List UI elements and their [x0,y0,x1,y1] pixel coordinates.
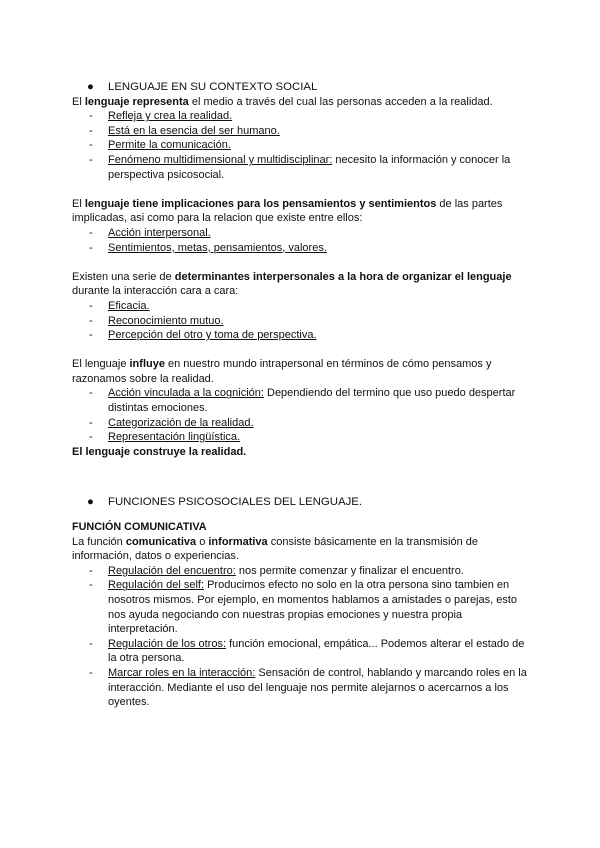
list-item: - Sentimientos, metas, pensamientos, valores. [72,241,532,256]
list-item: - Acción interpersonal. [72,226,532,241]
list-item: - Refleja y crea la realidad. [72,109,532,124]
list-item: - Eficacia. [72,299,532,314]
bullet-icon: ● [87,496,94,509]
list-funcion-comunicativa [72,564,532,710]
list-item: - Permite la comunicación. [72,138,532,153]
section-heading-funciones-psicosociales: ● FUNCIONES PSICOSOCIALES DEL LENGUAJE. [87,496,363,509]
list-item: - Acción vinculada a la cognición: Dependiendo del termino que uso puedo despertar distintas emociones. [72,386,532,415]
list-item: - Representación lingüística. [72,430,532,445]
section-heading-lenguaje-contexto-social: ● LENGUAJE EN SU CONTEXTO SOCIAL [87,81,318,93]
document-page [72,80,532,710]
list-item: - Marcar roles en la interacción: Sensación de control, hablando y marcando roles en la interacción. Mediante el uso del lenguaje nos permite alejarnos o acercarnos a los oyentes. [72,666,532,710]
bullet-icon: ● [87,81,94,93]
list-implicaciones [72,226,532,255]
list-lenguaje-representa [72,109,532,182]
list-item: - Fenómeno multidimensional y multidisciplinar: necesito la información y conocer la perspectiva psicosocial. [72,153,532,182]
paragraph-funcion-comunicativa: La función comunicativa o informativa consiste básicamente en la transmisión de información, datos o experiencias. [72,535,479,563]
list-item: - Regulación del self: Producimos efecto no solo en la otra persona sino tambien en nosotros mismos. Por ejemplo, en momentos hablamos a amistades o parejas, esto nos ayuda negociando con nuestras propias emociones y nuestra propia interpretación. [72,578,532,636]
list-item: - Percepción del otro y toma de perspectiva. [72,328,532,343]
list-determinantes [72,299,532,343]
list-item: - Regulación del encuentro: nos permite comenzar y finalizar el encuentro. [72,564,532,579]
list-item: - Categorización de la realidad. [72,416,532,431]
paragraph-implicaciones: El lenguaje tiene implicaciones para los pensamientos y sentimientos de las partes implicadas, asi como para la relacion que existe entre ellos: [72,197,503,225]
paragraph-determinantes: Existen una serie de determinantes interpersonales a la hora de organizar el lenguaje durante la interacción cara a cara: [72,270,512,298]
list-influye [72,386,532,444]
list-item: - Reconocimiento mutuo. [72,314,532,329]
list-item: - Está en la esencia del ser humano. [72,124,532,139]
subheading-funcion-comunicativa: FUNCIÓN COMUNICATIVA [72,521,207,534]
closing-statement: El lenguaje construye la realidad. [72,445,247,458]
list-item: - Regulación de los otros: función emocional, empática... Podemos alterar el estado de la otra persona. [72,637,532,666]
paragraph-lenguaje-representa: El lenguaje representa el medio a través del cual las personas acceden a la realidad. [72,95,493,108]
paragraph-influye: El lenguaje influye en nuestro mundo intrapersonal en términos de cómo pensamos y razonamos sobre la realidad. [72,358,492,385]
